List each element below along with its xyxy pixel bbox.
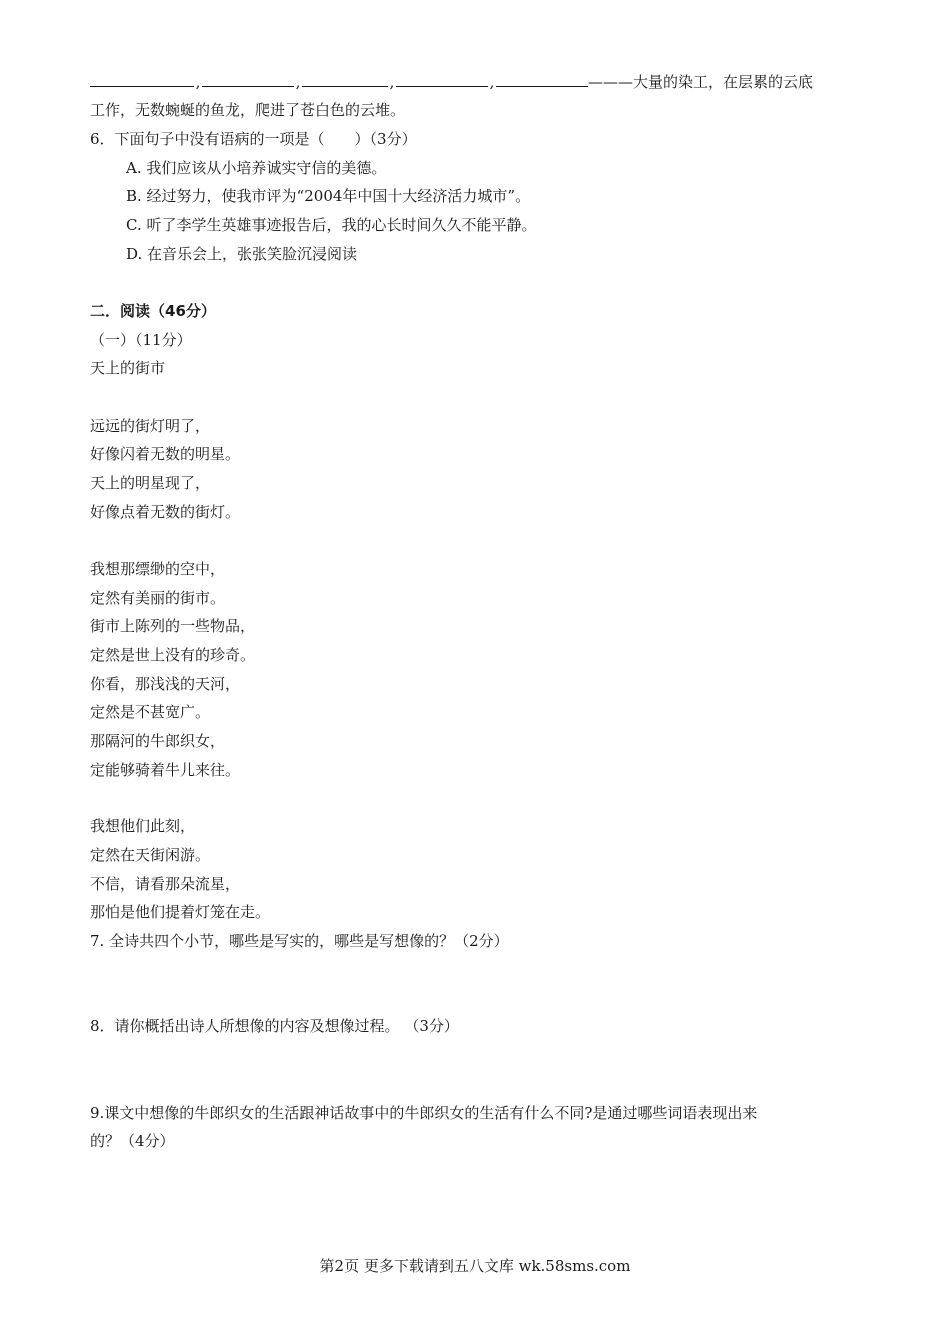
q7: 7. 全诗共四个小节，哪些是写实的，哪些是写想像的？（2分）	[90, 932, 509, 950]
poem-line: 街市上陈列的一些物品，	[90, 617, 256, 635]
q6-option-a: A. 我们应该从小培养诚实守信的美德。	[126, 159, 387, 177]
q6-stem: 6．下面句子中没有语病的一项是（ ）（3分）	[90, 130, 417, 148]
blank-3[interactable]	[302, 72, 388, 87]
poem-line: 那隔河的牛郎织女，	[90, 732, 226, 750]
section2-part1: （一）（11分）	[90, 331, 192, 349]
section2-heading: 二．阅读（46分）	[90, 302, 216, 320]
poem-line: 定能够骑着牛儿来往。	[90, 761, 241, 779]
q8: 8．请你概括出诗人所想像的内容及想像过程。 （3分）	[90, 1017, 459, 1035]
poem-line: 定然有美丽的街市。	[90, 589, 226, 607]
poem-line: 不信，请看那朵流星，	[90, 875, 241, 893]
poem-line: 定然在天街闲游。	[90, 846, 211, 864]
poem-line: 我想那缥缈的空中，	[90, 560, 226, 578]
poem-line: 远远的街灯明了，	[90, 417, 211, 435]
blank-5[interactable]	[496, 72, 588, 87]
blank-4[interactable]	[396, 72, 488, 87]
q9-line1: 9.课文中想像的牛郎织女的生活跟神话故事中的牛郎织女的生活有什么不同?是通过哪些词语表现出来	[90, 1104, 758, 1122]
blank-line-tail: ———大量的染工，在层累的云底	[588, 73, 814, 91]
poem-line: 好像点着无数的街灯。	[90, 503, 241, 521]
q6-option-d: D. 在音乐会上，张张笑脸沉浸阅读	[126, 245, 358, 263]
poem-line: 那怕是他们提着灯笼在走。	[90, 903, 271, 921]
blank-line: , , , , ———大量的染工，在层累的云底	[90, 72, 813, 92]
poem-line: 我想他们此刻，	[90, 817, 196, 835]
blank-2[interactable]	[202, 72, 294, 87]
q6-option-c: C. 听了李学生英雄事迹报告后，我的心长时间久久不能平静。	[126, 216, 537, 234]
continued-text: 工作，无数蜿蜒的鱼龙，爬进了苍白色的云堆。	[90, 101, 406, 119]
document-page	[90, 0, 860, 1344]
poem-line: 天上的明星现了，	[90, 474, 211, 492]
poem-title: 天上的街市	[90, 359, 166, 377]
blank-1[interactable]	[90, 72, 194, 87]
poem-line: 定然是不甚宽广。	[90, 703, 211, 721]
poem-line: 好像闪着无数的明星。	[90, 445, 241, 463]
q9-line2: 的？（4分）	[90, 1132, 175, 1150]
poem-line: 定然是世上没有的珍奇。	[90, 646, 256, 664]
q6-option-b: B. 经过努力，使我市评为“2004年中国十大经济活力城市”。	[126, 187, 531, 205]
poem-line: 你看，那浅浅的天河，	[90, 675, 241, 693]
page-footer: 第2页 更多下载请到五八文库 wk.58sms.com	[319, 1257, 631, 1275]
